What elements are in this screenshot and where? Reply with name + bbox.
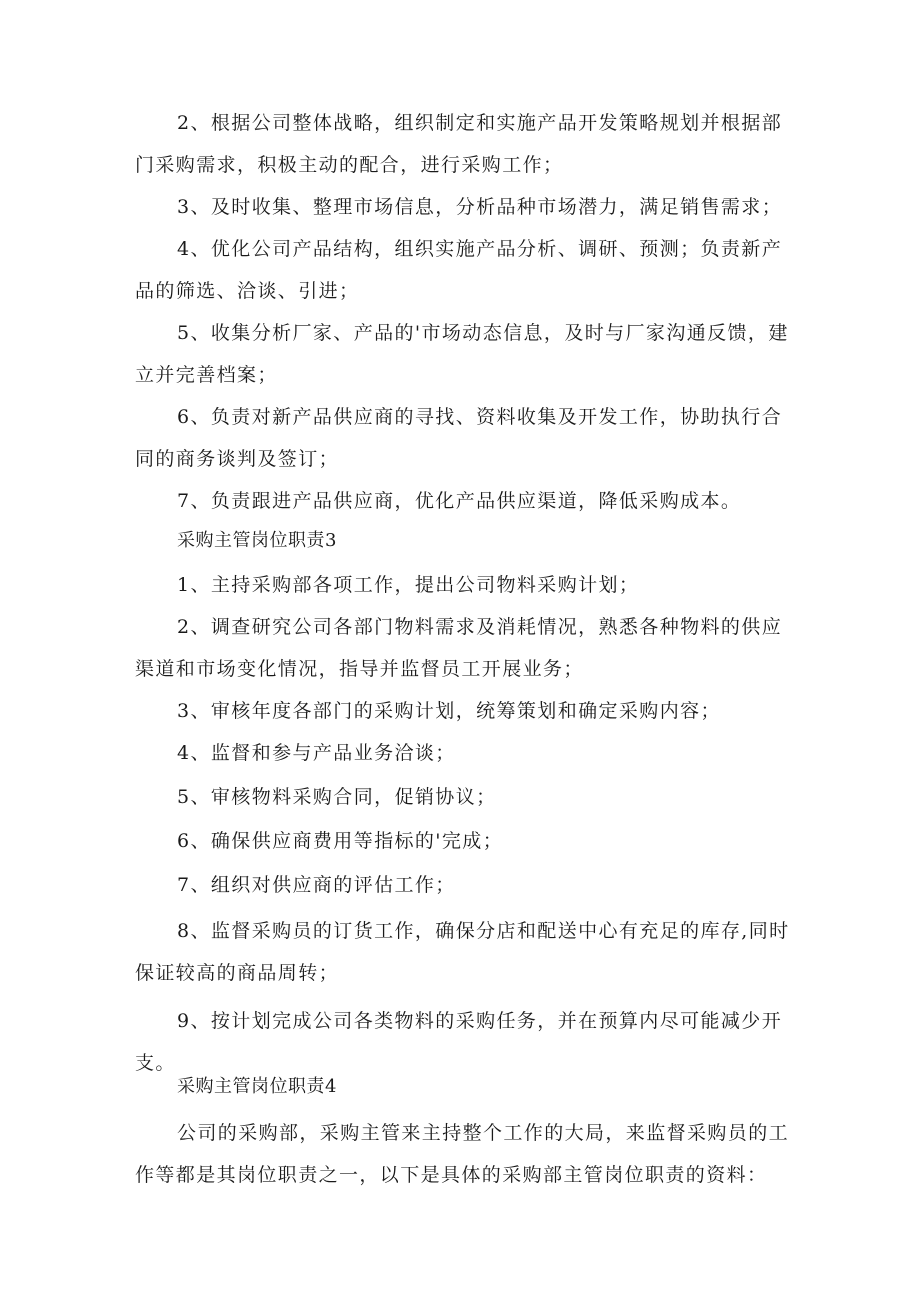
section-3-item-2: 2、调查研究公司各部门物料需求及消耗情况，熟悉各种物料的供应渠道和市场变化情况，指导并监督员工开展业务； xyxy=(135,616,783,680)
section-3-item-3: 3、审核年度各部门的采购计划，统筹策划和确定采购内容； xyxy=(177,700,721,722)
paragraph-duty-2: 2、根据公司整体战略，组织制定和实施产品开发策略规划并根据部门采购需求，积极主动的配合，进行采购工作； xyxy=(135,112,783,176)
section-3-item-4: 4、监督和参与产品业务洽谈； xyxy=(177,742,456,764)
section-3-item-8: 8、监督采购员的订货工作，确保分店和配送中心有充足的库存,同时保证较高的商品周转； xyxy=(135,920,790,984)
section-3-item-5: 5、审核物料采购合同，促销协议； xyxy=(177,786,497,808)
section-3-item-7: 7、组织对供应商的评估工作； xyxy=(177,874,456,896)
section-3-item-6: 6、确保供应商费用等指标的'完成； xyxy=(177,830,504,852)
paragraph-duty-4: 4、优化公司产品结构，组织实施产品分析、调研、预测；负责新产品的筛选、洽谈、引进； xyxy=(135,238,783,302)
section-3-title: 采购主管岗位职责3 xyxy=(177,530,337,551)
section-3-item-1: 1、主持采购部各项工作，提出公司物料采购计划； xyxy=(177,574,640,596)
paragraph-duty-3: 3、及时收集、整理市场信息，分析品种市场潜力，满足销售需求； xyxy=(177,196,783,218)
paragraph-duty-6: 6、负责对新产品供应商的寻找、资料收集及开发工作，协助执行合同的商务谈判及签订； xyxy=(135,406,783,470)
section-3-item-9: 9、按计划完成公司各类物料的采购任务，并在预算内尽可能减少开支。 xyxy=(135,1010,783,1074)
section-4-title: 采购主管岗位职责4 xyxy=(177,1076,337,1097)
paragraph-duty-5: 5、收集分析厂家、产品的'市场动态信息，及时与厂家沟通反馈，建立并完善档案； xyxy=(135,322,789,386)
section-4-intro: 公司的采购部，采购主管来主持整个工作的大局，来监督采购员的工作等都是其岗位职责之一，以下是具体的采购部主管岗位职责的资料： xyxy=(135,1122,790,1186)
paragraph-duty-7: 7、负责跟进产品供应商，优化产品供应渠道，降低采购成本。 xyxy=(177,490,742,512)
